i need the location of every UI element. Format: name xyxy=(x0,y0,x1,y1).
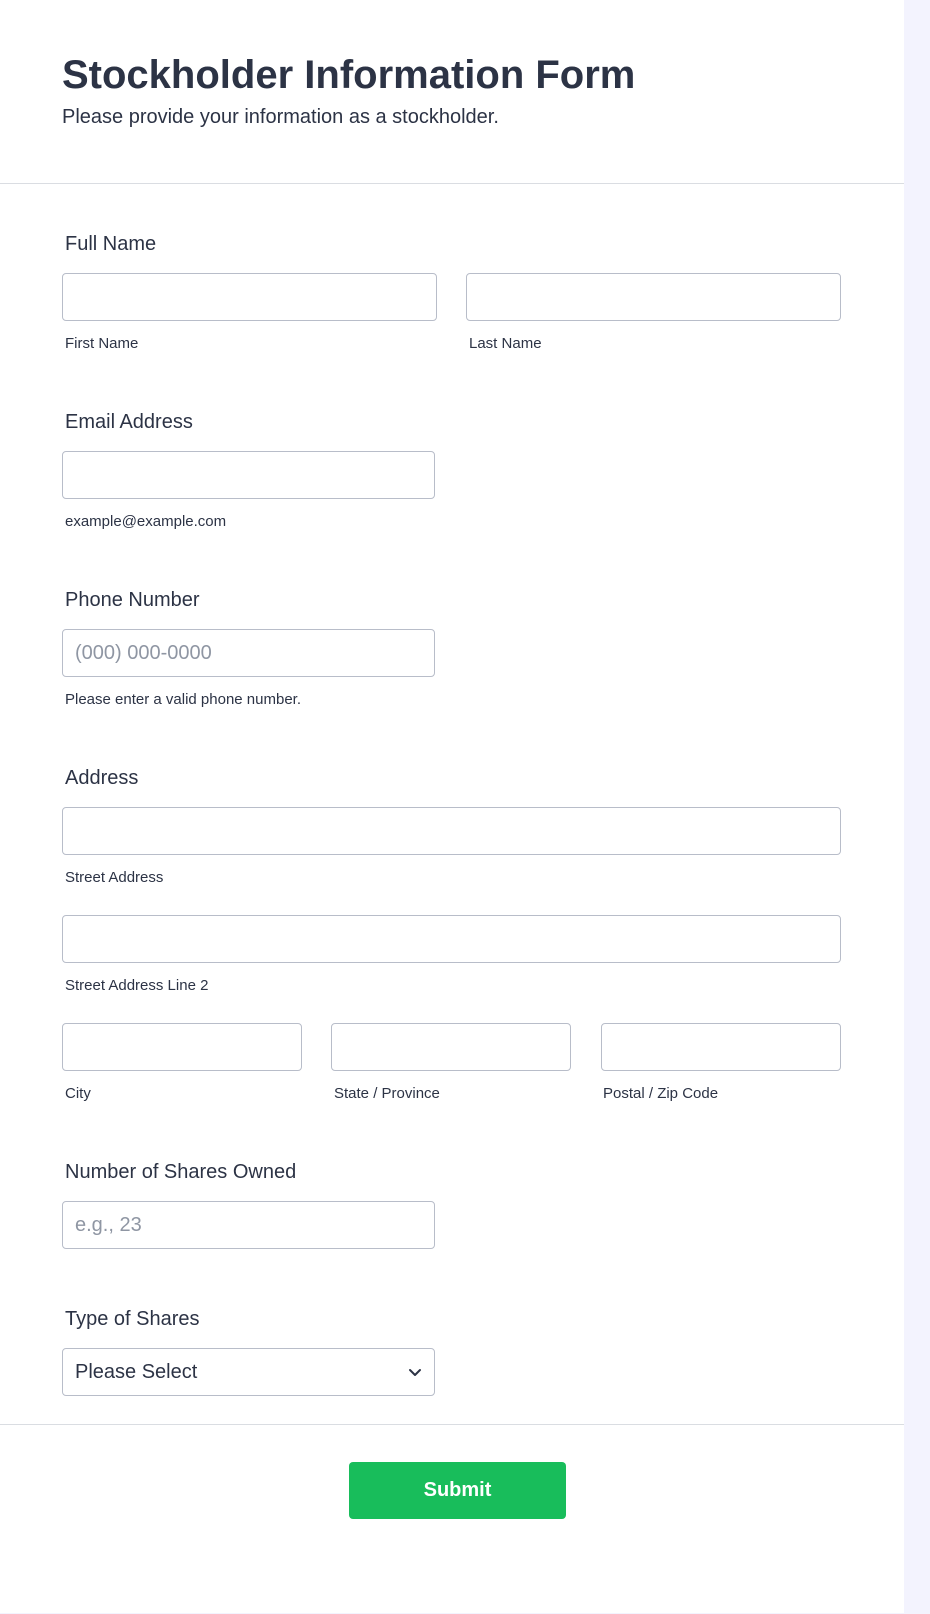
street-address-sublabel: Street Address xyxy=(65,869,164,886)
phone-label: Phone Number xyxy=(65,589,200,611)
last-name-sublabel: Last Name xyxy=(469,335,542,352)
phone-input[interactable] xyxy=(62,629,435,677)
form-header xyxy=(0,0,904,184)
full-name-label: Full Name xyxy=(65,233,157,255)
address-label: Address xyxy=(65,767,139,789)
share-type-label: Type of Shares xyxy=(65,1308,200,1330)
zip-input[interactable] xyxy=(601,1023,841,1071)
state-sublabel: State / Province xyxy=(334,1085,440,1102)
street-address-line2-sublabel: Street Address Line 2 xyxy=(65,977,209,994)
form-footer xyxy=(0,1424,904,1614)
submit-button[interactable]: Submit xyxy=(349,1462,566,1519)
state-input[interactable] xyxy=(331,1023,571,1071)
share-type-select[interactable] xyxy=(62,1348,435,1396)
street-address-input[interactable] xyxy=(62,807,841,855)
street-address-line2-input[interactable] xyxy=(62,915,841,963)
first-name-sublabel: First Name xyxy=(65,335,139,352)
chevron-down-icon xyxy=(408,1365,422,1379)
email-input[interactable] xyxy=(62,451,435,499)
phone-sublabel: Please enter a valid phone number. xyxy=(65,691,301,708)
city-sublabel: City xyxy=(65,1085,91,1102)
city-input[interactable] xyxy=(62,1023,302,1071)
email-label: Email Address xyxy=(65,411,193,433)
last-name-input[interactable] xyxy=(466,273,841,321)
share-type-selected: Please Select xyxy=(75,1360,198,1383)
shares-owned-input[interactable] xyxy=(62,1201,435,1249)
shares-owned-label: Number of Shares Owned xyxy=(65,1161,297,1183)
zip-sublabel: Postal / Zip Code xyxy=(603,1085,719,1102)
first-name-input[interactable] xyxy=(62,273,437,321)
form-subtitle: Please provide your information as a stockholder. xyxy=(62,106,499,128)
form-title: Stockholder Information Form xyxy=(62,53,636,97)
email-sublabel: example@example.com xyxy=(65,513,227,530)
